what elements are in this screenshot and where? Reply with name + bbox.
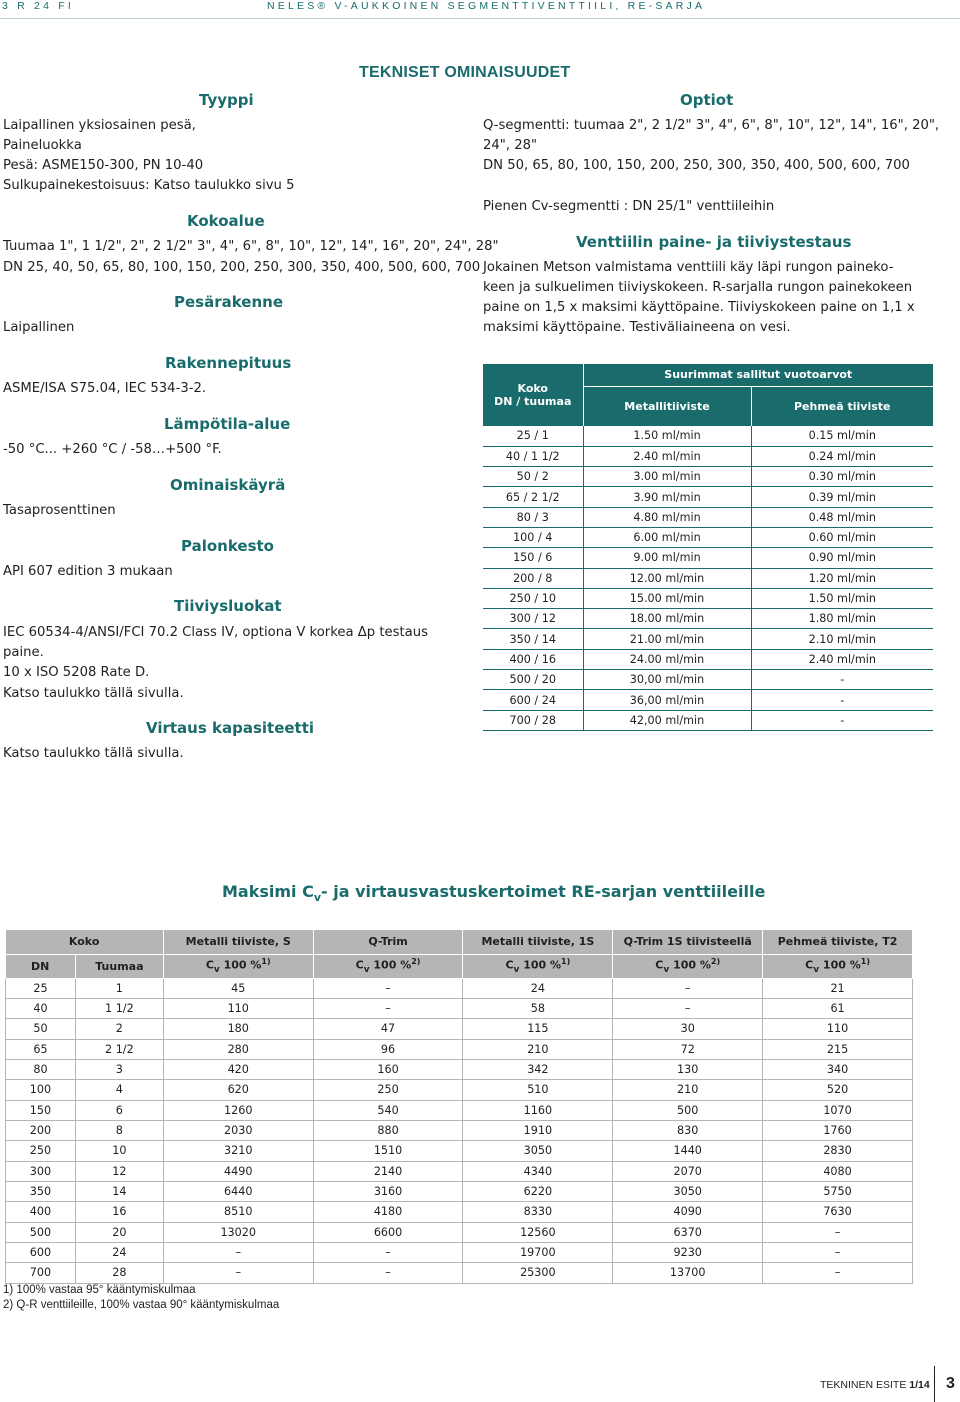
heading-tiiviysluokat: Tiiviysluokat [174,597,282,615]
cv-cell: 700 [6,1263,76,1283]
cv-sub-c: C [805,958,814,972]
leak-cell: 0.24 ml/min [751,446,933,466]
leak-cell: 30,00 ml/min [583,670,751,690]
cv-cell: 16 [75,1202,163,1222]
leak-row [483,609,933,629]
cv-row [6,1181,913,1201]
cv-cell: 12 [75,1161,163,1181]
cv-cell: 350 [6,1181,76,1201]
cv-cell: 1160 [463,1100,613,1120]
cv-cell: 500 [613,1100,763,1120]
optiot-line-1: Q-segmentti: tuumaa 2", 2 1/2" 3", 4", 6", 8", 10", 12", 14", 16", 20", [483,118,940,133]
cv-sub-pct: 100 % [819,958,861,972]
leak-cell: 80 / 3 [483,507,583,527]
cv-cell: 1260 [163,1100,313,1120]
virtaus-line-1: Katso taulukko tällä sivulla. [3,746,184,761]
cv-cell: 300 [6,1161,76,1181]
leak-cell: 4.80 ml/min [583,507,751,527]
cv-cell: 9230 [613,1242,763,1262]
cv-subheader-cv100 [313,954,463,978]
leak-cell: 1.50 ml/min [583,426,751,446]
tyyppi-line-2: Paineluokka [3,138,82,153]
heading-tyyppi: Tyyppi [199,91,254,109]
cv-cell: 20 [75,1222,163,1242]
cv-subheader-dn: DN [6,954,76,978]
leak-cell: 300 / 12 [483,609,583,629]
optiot-line-2: 24", 28" [483,138,538,153]
leak-header-group: Suurimmat sallitut vuotoarvot [583,364,933,386]
cv-cell: 47 [313,1019,463,1039]
leak-cell: 1.80 ml/min [751,609,933,629]
leak-cell: 42,00 ml/min [583,710,751,730]
leak-row [483,588,933,608]
cv-cell: 12560 [463,1222,613,1242]
cv-cell: 110 [763,1019,913,1039]
cv-cell: – [313,998,463,1018]
cv-cell: 210 [463,1039,613,1059]
leak-cell: 12.00 ml/min [583,568,751,588]
cv-cell: 830 [613,1120,763,1140]
leak-cell: 250 / 10 [483,588,583,608]
cv-cell: 880 [313,1120,463,1140]
leak-row [483,467,933,487]
cv-cell: 340 [763,1059,913,1079]
cv-cell: 510 [463,1080,613,1100]
cv-row [6,1263,913,1283]
cv-cell: 5750 [763,1181,913,1201]
leak-cell: 400 / 16 [483,649,583,669]
cv-cell: – [613,998,763,1018]
leak-row [483,487,933,507]
tiiviysluokat-line-1: IEC 60534-4/ANSI/FCI 70.2 Class IV, optiona V korkea Δp testaus [3,625,428,640]
cv-row [6,1039,913,1059]
cv-cell: 620 [163,1080,313,1100]
cv-sub-note: 1) [860,957,870,967]
tiiviysluokat-line-2: paine. [3,645,44,660]
tyyppi-line-4: Sulkupainekestoisuus: Katso taulukko sivu 5 [3,178,295,193]
cv-cell: 2140 [313,1161,463,1181]
cv-cell: 3210 [163,1141,313,1161]
cv-cell: 115 [463,1019,613,1039]
leak-cell: 600 / 24 [483,690,583,710]
cv-cell: 4340 [463,1161,613,1181]
cv-header-metal-1s: Metalli tiiviste, 1S [463,930,613,954]
cv-cell: 1760 [763,1120,913,1140]
tiiviysluokat-line-4: Katso taulukko tällä sivulla. [3,686,184,701]
cv-cell: 130 [613,1059,763,1079]
cv-cell: 540 [313,1100,463,1120]
cv-cell: 2030 [163,1120,313,1140]
cv-cell: 2070 [613,1161,763,1181]
heading-kokoalue: Kokoalue [187,212,265,230]
heading-optiot: Optiot [680,91,734,109]
heading-testaus: Venttiilin paine- ja tiiviystestaus [576,233,852,251]
leak-cell: 40 / 1 1/2 [483,446,583,466]
footer-label-text: TEKNINEN ESITE [820,1379,910,1391]
cv-cell: 1510 [313,1141,463,1161]
page-header [2,0,958,14]
cv-cell: 6440 [163,1181,313,1201]
tyyppi-line-3: Pesä: ASME150-300, PN 10-40 [3,158,204,173]
heading-palonkesto: Palonkesto [181,537,274,555]
testaus-line-4: maksimi käyttöpaine. Testiväliaineena on vesi. [483,320,791,335]
leak-cell: 0.60 ml/min [751,527,933,547]
leak-cell: 200 / 8 [483,568,583,588]
leak-cell: 24.00 ml/min [583,649,751,669]
cv-cell: 1 1/2 [75,998,163,1018]
kokoalue-line-1: Tuumaa 1", 1 1/2", 2", 2 1/2" 3", 4", 6", 8", 10", 12", 14", 16", 20", 24", 28" [3,239,499,254]
leak-cell: 1.20 ml/min [751,568,933,588]
footnote-2: 2) Q-R venttiileille, 100% vastaa 90° kääntymiskulmaa [3,1299,280,1311]
rakennepituus-line-1: ASME/ISA S75.04, IEC 534-3-2. [3,381,207,396]
leak-header-soft: Pehmeä tiiviste [751,386,933,426]
cv-cell: 50 [6,1019,76,1039]
cv-cell: 4490 [163,1161,313,1181]
cv-cell: 19700 [463,1242,613,1262]
cv-cell: – [313,1263,463,1283]
leak-cell: 25 / 1 [483,426,583,446]
cv-cell: 400 [6,1202,76,1222]
cv-cell: 4180 [313,1202,463,1222]
leak-cell: 65 / 2 1/2 [483,487,583,507]
leak-cell: 15.00 ml/min [583,588,751,608]
cv-cell: 8330 [463,1202,613,1222]
cv-sub-note: 1) [261,957,271,967]
cv-cell: 6 [75,1100,163,1120]
leak-cell: 0.48 ml/min [751,507,933,527]
cv-cell: 160 [313,1059,463,1079]
leak-header-metal: Metallitiiviste [583,386,751,426]
cv-cell: 200 [6,1120,76,1140]
leak-cell: 0.39 ml/min [751,487,933,507]
leak-header-koko [483,364,583,426]
cv-sub-c: C [205,958,214,972]
leak-row [483,690,933,710]
cv-cell: 4090 [613,1202,763,1222]
cv-cell: 6220 [463,1181,613,1201]
leak-cell: 350 / 14 [483,629,583,649]
cv-sub-pct: 100 % [369,958,412,972]
cv-sub-v: v [363,964,370,975]
leak-header-koko-line2: DN / tuumaa [494,395,572,408]
cv-cell: 420 [163,1059,313,1079]
cv-row [6,1059,913,1079]
cv-cell: 45 [163,978,313,998]
cv-cell: 8510 [163,1202,313,1222]
cv-sub-c: C [655,958,664,972]
cv-cell: 13020 [163,1222,313,1242]
leak-row [483,710,933,730]
cv-cell: 280 [163,1039,313,1059]
cv-table [5,930,913,1284]
leak-cell: 0.30 ml/min [751,467,933,487]
cv-cell: 4 [75,1080,163,1100]
cv-sub-note: 2) [710,957,721,967]
leak-cell: 0.15 ml/min [751,426,933,446]
cv-sub-pct: 100 % [669,958,711,972]
leak-cell: 2.40 ml/min [751,649,933,669]
cv-sub-note: 1) [561,957,571,967]
cv-cell: 30 [613,1019,763,1039]
cv-cell: 6370 [613,1222,763,1242]
cv-cell: 6600 [313,1222,463,1242]
page-number: 3 [946,1375,955,1392]
cv-cell: 3 [75,1059,163,1079]
cv-cell: 520 [763,1080,913,1100]
cv-cell: – [313,978,463,998]
pesarakenne-line-1: Laipallinen [3,320,75,335]
cv-cell: – [163,1242,313,1262]
lampotila-line-1: -50 °C... +260 °C / -58…+500 °F. [3,442,222,457]
cv-cell: – [763,1242,913,1262]
cv-cell: 13700 [613,1263,763,1283]
leak-cell: - [751,670,933,690]
cv-row [6,1141,913,1161]
cv-row [6,1120,913,1140]
cv-cell: 40 [6,998,76,1018]
cv-cell: 3050 [463,1141,613,1161]
cv-cell: 10 [75,1141,163,1161]
tyyppi-line-1: Laipallinen yksiosainen pesä, [3,118,196,133]
cv-cell: 3160 [313,1181,463,1201]
cv-cell: 65 [6,1039,76,1059]
ominaiskayra-line-1: Tasaprosenttinen [3,503,116,518]
cv-sub-v: v [513,964,520,975]
cv-cell: 24 [75,1242,163,1262]
cv-cell: 1440 [613,1141,763,1161]
cv-cell: 1 [75,978,163,998]
cv-cell: 3050 [613,1181,763,1201]
leak-cell: 6.00 ml/min [583,527,751,547]
cv-cell: 500 [6,1222,76,1242]
leak-row [483,446,933,466]
cv-cell: 215 [763,1039,913,1059]
leak-row [483,527,933,547]
leak-cell: 36,00 ml/min [583,690,751,710]
leak-row [483,649,933,669]
tiiviysluokat-line-3: 10 x ISO 5208 Rate D. [3,665,150,680]
leak-cell: 50 / 2 [483,467,583,487]
cv-row [6,978,913,998]
cv-row [6,998,913,1018]
leak-cell: 2.40 ml/min [583,446,751,466]
cv-sub-v: v [813,964,820,975]
heading-pesarakenne: Pesärakenne [174,293,284,311]
footnote-1: 1) 100% vastaa 95° kääntymiskulmaa [3,1284,196,1296]
cv-row [6,1222,913,1242]
leak-row [483,670,933,690]
cv-cell: 28 [75,1263,163,1283]
leak-cell: 21.00 ml/min [583,629,751,649]
cv-cell: 180 [163,1019,313,1039]
footer-pages: 1/14 [909,1379,930,1391]
cv-sub-pct: 100 % [519,958,562,972]
cv-cell: 7630 [763,1202,913,1222]
cv-subheader-cv100 [613,954,763,978]
cv-cell: 1910 [463,1120,613,1140]
cv-sub-note: 2) [411,957,421,967]
document-code: 3 R 24 FI [2,0,74,12]
cv-sub-v: v [213,964,220,975]
cv-cell: – [763,1263,913,1283]
cv-row [6,1242,913,1262]
cv-subheader-inch: Tuumaa [75,954,163,978]
cv-subheader-cv100 [463,954,613,978]
cv-cell: – [313,1242,463,1262]
cv-title-post: - ja virtausvastuskertoimet RE-sarjan venttiileille [321,882,766,901]
cv-section-title [222,882,765,904]
cv-header-qtrim: Q-Trim [313,930,463,954]
cv-cell: 250 [313,1080,463,1100]
testaus-line-1: Jokainen Metson valmistama venttiili käy läpi rungon paineko- [483,260,894,275]
cv-cell: 210 [613,1080,763,1100]
cv-header-koko: Koko [6,930,164,954]
cv-sub-pct: 100 % [219,958,262,972]
leak-cell: 3.00 ml/min [583,467,751,487]
cv-title-sub: v [313,891,322,905]
leak-cell: 3.90 ml/min [583,487,751,507]
cv-cell: 2 1/2 [75,1039,163,1059]
cv-cell: – [163,1263,313,1283]
cv-sub-c: C [355,958,364,972]
leak-cell: 150 / 6 [483,548,583,568]
cv-cell: – [613,978,763,998]
cv-cell: 25300 [463,1263,613,1283]
cv-header-metal-s: Metalli tiiviste, S [163,930,313,954]
series-title: NELES® V-AUKKOINEN SEGMENTTIVENTTIILI, RE-SARJA [267,0,706,12]
cv-sub-v: v [663,964,670,975]
leakage-table [483,364,933,731]
leak-cell: 500 / 20 [483,670,583,690]
leak-header-koko-line1: Koko [517,382,548,395]
heading-virtaus: Virtaus kapasiteetti [146,719,315,737]
cv-cell: 1070 [763,1100,913,1120]
cv-row [6,1019,913,1039]
leak-cell: 18.00 ml/min [583,609,751,629]
heading-lampotila: Lämpötila-alue [164,415,291,433]
cv-cell: 110 [163,998,313,1018]
footer-divider [934,1366,935,1402]
cv-cell: 61 [763,998,913,1018]
leak-cell: 700 / 28 [483,710,583,730]
cv-cell: 80 [6,1059,76,1079]
cv-cell: 21 [763,978,913,998]
cv-cell: 8 [75,1120,163,1140]
cv-row [6,1202,913,1222]
testaus-line-3: paine on 1,5 x maksimi käyttöpaine. Tiiviyskokeen paine on 1,1 x [483,300,915,315]
leak-cell: 0.90 ml/min [751,548,933,568]
leak-row [483,426,933,446]
leak-cell: - [751,710,933,730]
cv-cell: 342 [463,1059,613,1079]
cv-cell: – [763,1222,913,1242]
cv-row [6,1080,913,1100]
cv-cell: 2 [75,1019,163,1039]
leak-row [483,629,933,649]
optiot-line-3: DN 50, 65, 80, 100, 150, 200, 250, 300, 350, 400, 500, 600, 700 [483,158,910,173]
page-title: TEKNISET OMINAISUUDET [359,64,571,81]
cv-subheader-cv100 [163,954,313,978]
leak-cell: 9.00 ml/min [583,548,751,568]
heading-ominaiskayra: Ominaiskäyrä [170,476,286,494]
leak-row [483,548,933,568]
leak-cell: 2.10 ml/min [751,629,933,649]
leak-row [483,568,933,588]
cv-row [6,1100,913,1120]
footer-label [820,1379,930,1391]
leak-row [483,507,933,527]
cv-cell: 250 [6,1141,76,1161]
cv-cell: 24 [463,978,613,998]
cv-cell: 14 [75,1181,163,1201]
cv-header-soft-t2: Pehmeä tiiviste, T2 [763,930,913,954]
cv-cell: 96 [313,1039,463,1059]
cv-cell: 72 [613,1039,763,1059]
cv-cell: 150 [6,1100,76,1120]
cv-cell: 2830 [763,1141,913,1161]
cv-cell: 4080 [763,1161,913,1181]
cv-cell: 25 [6,978,76,998]
cv-header-qtrim-1s: Q-Trim 1S tiivisteellä [613,930,763,954]
kokoalue-line-2: DN 25, 40, 50, 65, 80, 100, 150, 200, 250, 300, 350, 400, 500, 600, 700 [3,260,481,275]
palonkesto-line-1: API 607 edition 3 mukaan [3,564,173,579]
cv-subheader-cv100 [763,954,913,978]
leak-cell: 100 / 4 [483,527,583,547]
cv-sub-c: C [505,958,514,972]
leak-cell: 1.50 ml/min [751,588,933,608]
header-divider [0,18,960,19]
leak-cell: - [751,690,933,710]
cv-cell: 100 [6,1080,76,1100]
cv-row [6,1161,913,1181]
cv-title-pre: Maksimi C [222,882,314,901]
cv-cell: 58 [463,998,613,1018]
heading-rakennepituus: Rakennepituus [165,354,292,372]
cv-cell: 600 [6,1242,76,1262]
testaus-line-2: keen ja sulkuelimen tiiviyskokeen. R-sarjalla rungon painekokeen [483,280,913,295]
optiot-line-4: Pienen Cv-segmentti : DN 25/1" venttiileihin [483,199,775,214]
